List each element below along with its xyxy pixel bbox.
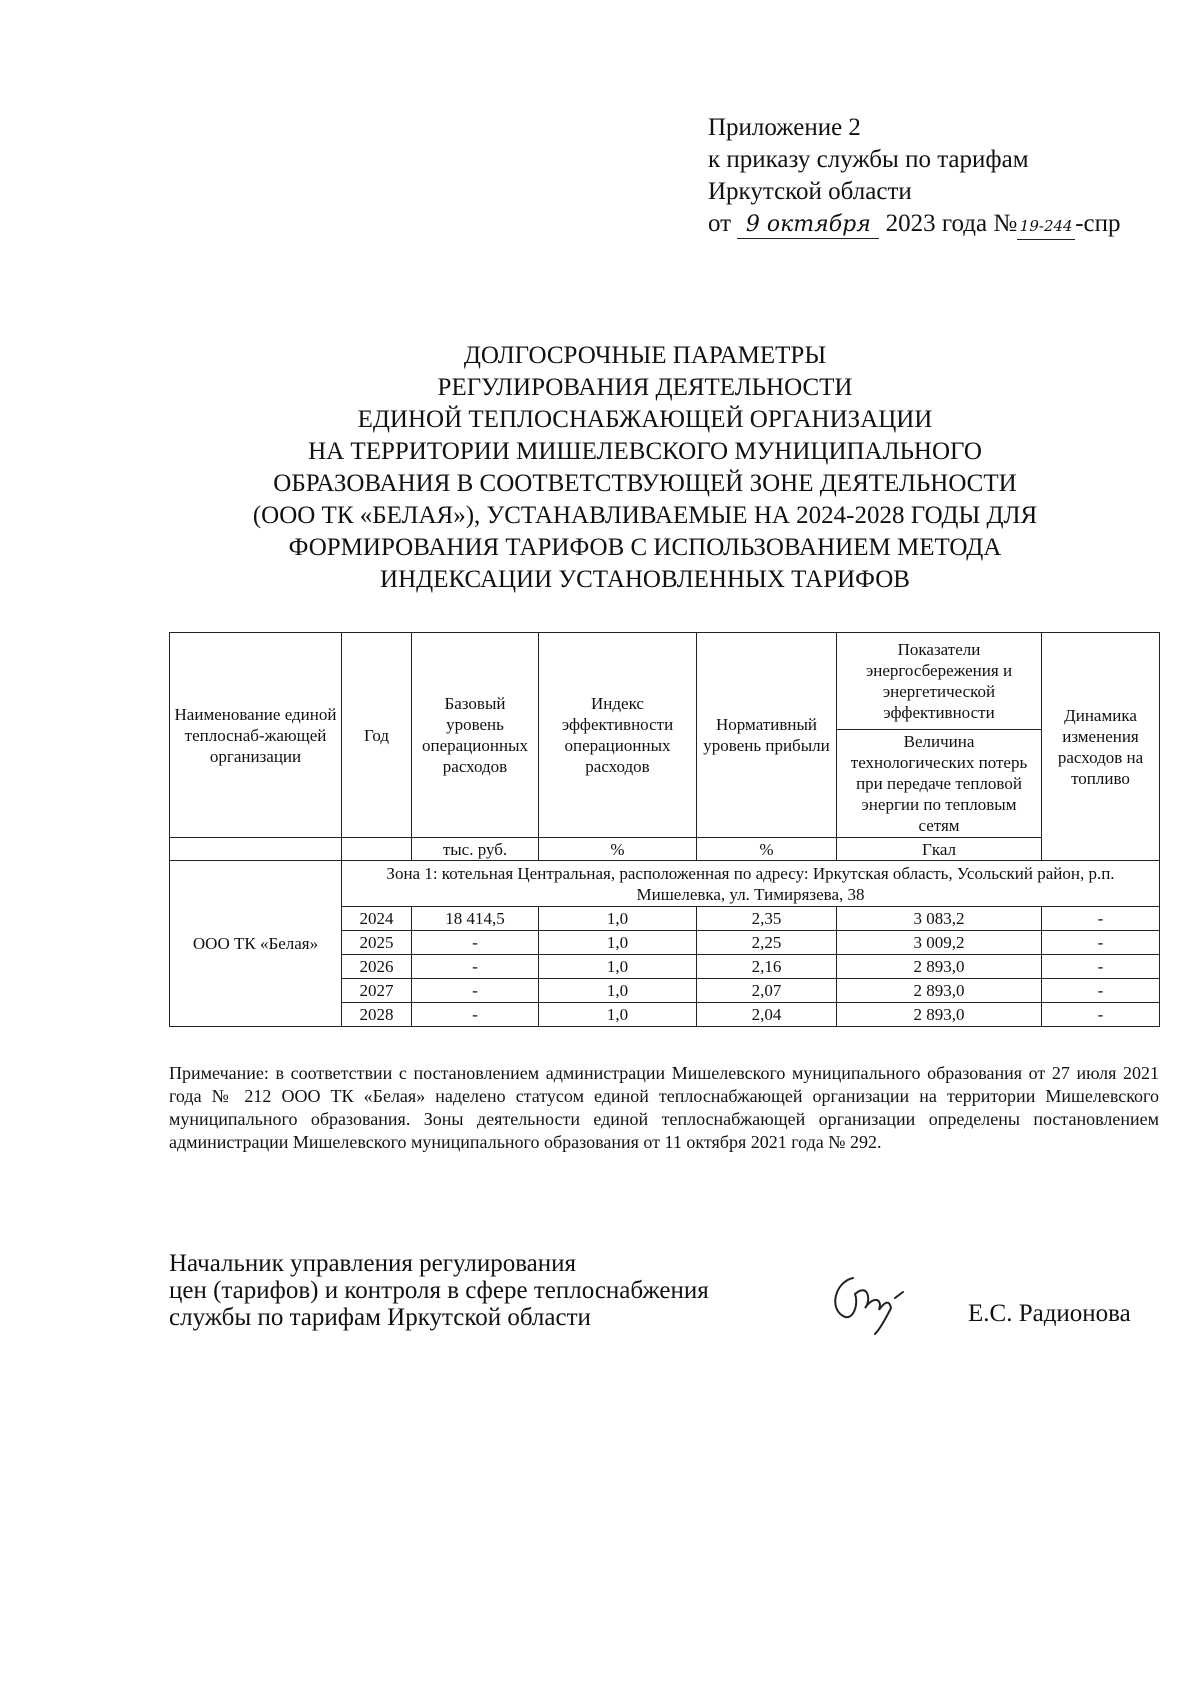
- signatory-position: [169, 1250, 709, 1331]
- cell-year: 2025: [342, 931, 412, 955]
- header-base-level: Базовый уровень операционных расходов: [412, 633, 539, 838]
- header-year: Год: [342, 633, 412, 838]
- organization-name: ООО ТК «Белая»: [170, 861, 342, 1027]
- title-line: ОБРАЗОВАНИЯ В СООТВЕТСТВУЮЩЕЙ ЗОНЕ ДЕЯТЕЛЬНОСТИ: [273, 470, 1017, 497]
- signer-name: Е.С. Радионова: [968, 1300, 1131, 1327]
- cell-year: 2028: [342, 1003, 412, 1027]
- cell-index: 1,0: [539, 931, 697, 955]
- cell-index: 1,0: [539, 955, 697, 979]
- cell-profit: 2,16: [697, 955, 837, 979]
- cell-base: 18 414,5: [412, 907, 539, 931]
- unit-cell-empty: [170, 838, 342, 861]
- header-org-name: Наименование единой теплоснаб-жающей организации: [170, 633, 342, 838]
- cell-losses: 2 893,0: [837, 1003, 1042, 1027]
- cell-profit: 2,35: [697, 907, 837, 931]
- title-line: ЕДИНОЙ ТЕПЛОСНАБЖАЮЩЕЙ ОРГАНИЗАЦИИ: [357, 406, 933, 433]
- appendix-block: [708, 112, 1188, 240]
- title-line: РЕГУЛИРОВАНИЯ ДЕЯТЕЛЬНОСТИ: [437, 374, 853, 401]
- unit-efficiency-index: %: [539, 838, 697, 861]
- position-line: цен (тарифов) и контроля в сфере теплоснабжения: [169, 1277, 709, 1304]
- position-line: Начальник управления регулирования: [169, 1250, 577, 1277]
- title-line: ИНДЕКСАЦИИ УСТАНОВЛЕННЫХ ТАРИФОВ: [380, 566, 910, 593]
- parameters-table: [169, 632, 1160, 1027]
- cell-losses: 3 009,2: [837, 931, 1042, 955]
- cell-index: 1,0: [539, 1003, 697, 1027]
- appendix-region: Иркутской области: [708, 178, 912, 205]
- header-energy-group: Показатели энергосбережения и энергетической эффективности: [837, 633, 1042, 730]
- unit-cell-empty: [342, 838, 412, 861]
- cell-losses: 3 083,2: [837, 907, 1042, 931]
- position-line: службы по тарифам Иркутской области: [169, 1304, 591, 1331]
- cell-profit: 2,04: [697, 1003, 837, 1027]
- date-prefix: от: [708, 210, 732, 237]
- cell-base: -: [412, 955, 539, 979]
- cell-fuel: -: [1042, 907, 1160, 931]
- cell-year: 2027: [342, 979, 412, 1003]
- unit-losses: Гкал: [837, 838, 1042, 861]
- cell-profit: 2,25: [697, 931, 837, 955]
- appendix-date-line: [708, 208, 1188, 240]
- handwritten-date: 9 октября: [737, 212, 879, 239]
- cell-fuel: -: [1042, 931, 1160, 955]
- header-losses: Величина технологических потерь при передаче тепловой энергии по тепловым сетям: [837, 730, 1042, 838]
- cell-fuel: -: [1042, 955, 1160, 979]
- date-middle: 2023 года №: [885, 210, 1018, 237]
- header-profit-level: Нормативный уровень прибыли: [697, 633, 837, 838]
- document-title: [150, 340, 1140, 596]
- cell-year: 2026: [342, 955, 412, 979]
- appendix-order-ref: к приказу службы по тарифам: [708, 146, 1029, 173]
- header-efficiency-index: Индекс эффективности операционных расходов: [539, 633, 697, 838]
- title-line: НА ТЕРРИТОРИИ МИШЕЛЕВСКОГО МУНИЦИПАЛЬНОГО: [308, 438, 982, 465]
- title-line: ДОЛГОСРОЧНЫЕ ПАРАМЕТРЫ: [463, 342, 827, 369]
- cell-fuel: -: [1042, 1003, 1160, 1027]
- cell-index: 1,0: [539, 979, 697, 1003]
- date-suffix: -спр: [1075, 210, 1121, 237]
- title-line: (ООО ТК «БЕЛАЯ»), УСТАНАВЛИВАЕМЫЕ НА 2024-2028 ГОДЫ ДЛЯ: [252, 502, 1038, 529]
- cell-losses: 2 893,0: [837, 979, 1042, 1003]
- cell-year: 2024: [342, 907, 412, 931]
- header-fuel-dynamics: Динамика изменения расходов на топливо: [1042, 633, 1160, 861]
- cell-index: 1,0: [539, 907, 697, 931]
- unit-profit-level: %: [697, 838, 837, 861]
- title-line: ФОРМИРОВАНИЯ ТАРИФОВ С ИСПОЛЬЗОВАНИЕМ МЕТОДА: [288, 534, 1002, 561]
- note-paragraph: Примечание: в соответствии с постановлением администрации Мишелевского муниципального образования от 27 июля 2021 года № 212 ООО ТК «Белая» наделено статусом единой теплоснабжающей организации на территории Мишелевского муниципального образования. Зоны деятельности единой теплоснабжающей организации определены постановлением администрации Мишелевского муниципального образования от 11 октября 2021 года № 292.: [169, 1063, 1159, 1152]
- cell-base: -: [412, 931, 539, 955]
- zone-description: Зона 1: котельная Центральная, расположенная по адресу: Иркутская область, Усольский район, р.п. Мишелевка, ул. Тимирязева, 38: [342, 861, 1160, 907]
- cell-profit: 2,07: [697, 979, 837, 1003]
- cell-base: -: [412, 1003, 539, 1027]
- cell-losses: 2 893,0: [837, 955, 1042, 979]
- cell-base: -: [412, 979, 539, 1003]
- cell-fuel: -: [1042, 979, 1160, 1003]
- handwritten-signature: [825, 1268, 925, 1338]
- appendix-number: Приложение 2: [708, 114, 861, 141]
- handwritten-number: 19-244: [1017, 213, 1075, 240]
- unit-base-level: тыс. руб.: [412, 838, 539, 861]
